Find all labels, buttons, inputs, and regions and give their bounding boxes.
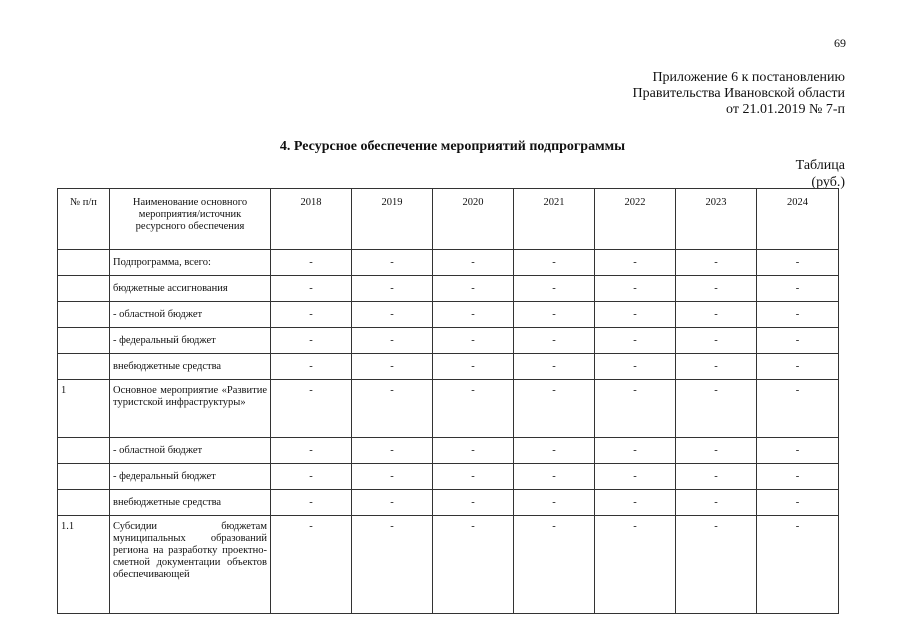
cell-value: - [352,354,433,380]
cell-value: - [514,490,595,516]
row-name: - областной бюджет [110,302,271,328]
cell-value: - [433,302,514,328]
cell-value: - [433,490,514,516]
cell-value: - [514,516,595,614]
header-year: 2022 [595,189,676,250]
resource-table [57,188,839,614]
cell-value: - [271,516,352,614]
row-name: внебюджетные средства [110,354,271,380]
cell-value: - [595,438,676,464]
cell-value: - [433,380,514,438]
cell-value: - [271,328,352,354]
cell-value: - [514,250,595,276]
header-year: 2023 [676,189,757,250]
appendix-line-3: от 21.01.2019 № 7-п [726,102,845,117]
cell-value: - [433,276,514,302]
row-name: Основное мероприятие «Развитие туристской инфраструктуры» [110,380,271,438]
cell-value: - [595,276,676,302]
cell-value: - [676,276,757,302]
cell-value: - [595,302,676,328]
row-number [58,490,110,516]
cell-value: - [676,490,757,516]
appendix-line-2: Правительства Ивановской области [632,86,845,101]
cell-value: - [757,516,839,614]
row-number [58,302,110,328]
table-row [58,276,839,302]
cell-value: - [352,302,433,328]
cell-value: - [271,302,352,328]
cell-value: - [757,380,839,438]
table-row [58,354,839,380]
row-number [58,354,110,380]
cell-value: - [595,380,676,438]
header-name: Наименование основного мероприятия/источник ресурсного обеспечения [110,189,271,250]
cell-value: - [757,490,839,516]
row-name: Субсидии бюджетам муниципальных образований региона на разработку проектно-сметной документации объектов обеспечивающей [110,516,271,614]
cell-value: - [595,516,676,614]
cell-value: - [676,328,757,354]
cell-value: - [757,276,839,302]
cell-value: - [271,464,352,490]
cell-value: - [676,438,757,464]
header-year: 2021 [514,189,595,250]
cell-value: - [514,354,595,380]
cell-value: - [676,464,757,490]
row-name: - областной бюджет [110,438,271,464]
cell-value: - [514,380,595,438]
cell-value: - [271,438,352,464]
row-name: бюджетные ассигнования [110,276,271,302]
row-name: внебюджетные средства [110,490,271,516]
cell-value: - [676,302,757,328]
cell-value: - [595,328,676,354]
row-number [58,438,110,464]
cell-value: - [757,464,839,490]
cell-value: - [676,516,757,614]
cell-value: - [433,464,514,490]
table-row [58,328,839,354]
cell-value: - [271,276,352,302]
row-number [58,328,110,354]
cell-value: - [595,490,676,516]
cell-value: - [757,438,839,464]
header-year: 2020 [433,189,514,250]
cell-value: - [595,464,676,490]
cell-value: - [757,250,839,276]
cell-value: - [352,464,433,490]
cell-value: - [757,354,839,380]
row-number [58,250,110,276]
cell-value: - [352,276,433,302]
appendix-line-1: Приложение 6 к постановлению [652,70,845,85]
cell-value: - [352,490,433,516]
cell-value: - [433,354,514,380]
row-name: Подпрограмма, всего: [110,250,271,276]
cell-value: - [676,380,757,438]
table-header-row [58,189,839,250]
row-number [58,276,110,302]
table-row [58,380,839,438]
cell-value: - [757,328,839,354]
row-number [58,464,110,490]
cell-value: - [514,464,595,490]
table-caption-label: Таблица [795,158,845,173]
cell-value: - [352,516,433,614]
cell-value: - [433,516,514,614]
cell-value: - [514,302,595,328]
page-number: 69 [834,36,846,50]
cell-value: - [676,354,757,380]
row-name: - федеральный бюджет [110,328,271,354]
cell-value: - [352,250,433,276]
cell-value: - [676,250,757,276]
table-caption [796,157,845,191]
row-number: 1 [58,380,110,438]
header-num: № п/п [58,189,110,250]
cell-value: - [271,354,352,380]
cell-value: - [271,250,352,276]
cell-value: - [352,438,433,464]
row-name: - федеральный бюджет [110,464,271,490]
header-year: 2019 [352,189,433,250]
table-caption-unit: (руб.) [811,175,845,190]
cell-value: - [514,276,595,302]
cell-value: - [352,380,433,438]
header-year: 2018 [271,189,352,250]
table-row [58,516,839,614]
header-year: 2024 [757,189,839,250]
table-row [58,438,839,464]
cell-value: - [271,380,352,438]
cell-value: - [433,328,514,354]
cell-value: - [514,438,595,464]
cell-value: - [271,490,352,516]
cell-value: - [595,250,676,276]
section-title: 4. Ресурсное обеспечение мероприятий подпрограммы [279,139,626,154]
cell-value: - [757,302,839,328]
table-row [58,490,839,516]
table-row [58,464,839,490]
cell-value: - [433,438,514,464]
table-row [58,302,839,328]
row-number: 1.1 [58,516,110,614]
table-row [58,250,839,276]
cell-value: - [595,354,676,380]
cell-value: - [514,328,595,354]
cell-value: - [433,250,514,276]
cell-value: - [352,328,433,354]
appendix-reference [633,70,845,118]
